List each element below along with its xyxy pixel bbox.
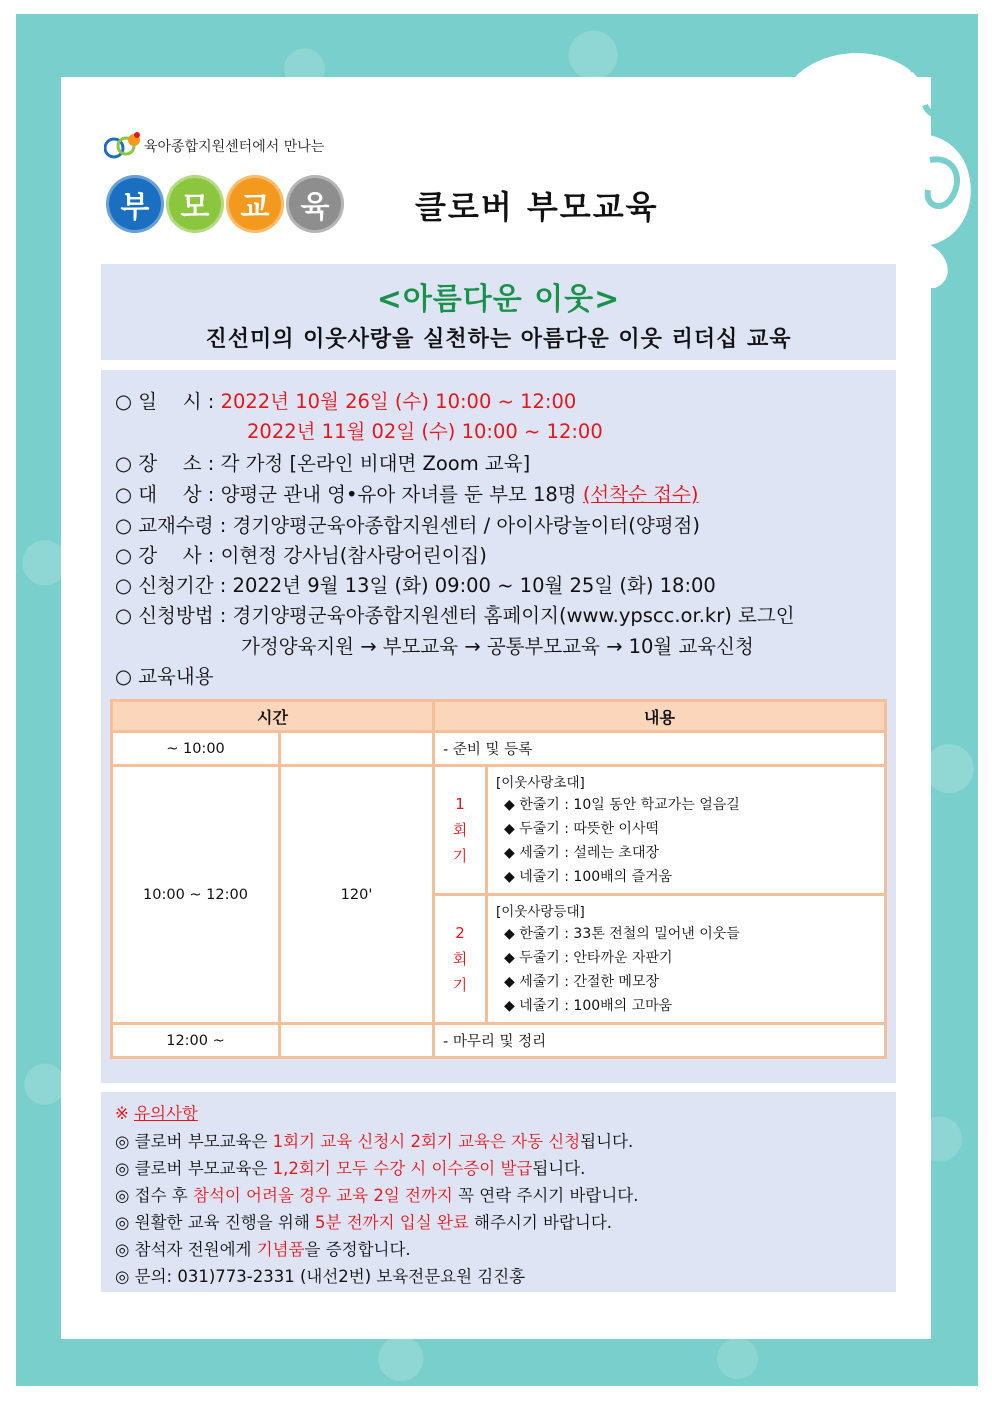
badge-mo: 모: [166, 175, 224, 233]
logo-text: 육아종합지원센터에서 만나는: [144, 139, 325, 155]
info-content-label: ○ 교육내용: [115, 665, 214, 688]
row3-content: - 마무리 및 정리: [434, 1024, 886, 1058]
session2-content: [487, 895, 886, 1024]
notice-text: ◎ 참석자 전원에게: [115, 1240, 257, 1259]
session1-item: ◆ 세줄기 : 설레는 초대장: [504, 845, 659, 861]
session2-item: ◆ 한줄기 : 33톤 전철의 밀어낸 이웃들: [504, 926, 740, 942]
row1-time: ~ 10:00: [112, 732, 280, 766]
info-lecturer: [115, 540, 487, 568]
row3-time: 12:00 ~: [112, 1024, 280, 1058]
row2-duration: 120': [280, 766, 434, 1024]
table-header-row: [112, 701, 886, 732]
clover-logo-icon: [104, 131, 142, 161]
notice-highlight: 기념품: [256, 1240, 305, 1259]
program-title-box: [101, 264, 896, 360]
session1-heading: [이웃사랑초대]: [496, 775, 585, 791]
session1-item: ◆ 한줄기 : 10일 동안 학교가는 얼음길: [504, 797, 740, 813]
notice-text: 꼭 연락 주시기 바랍니다.: [452, 1186, 639, 1205]
notice-text: 됩니다.: [532, 1159, 586, 1178]
notice-title-text: 유의사항: [134, 1104, 198, 1123]
session1-item: ◆ 두줄기 : 따뜻한 이사떡: [504, 821, 659, 837]
notice-mark: ※: [115, 1104, 135, 1123]
parent-education-badges: [106, 175, 344, 233]
session1-label-2: 회: [452, 821, 468, 839]
teapot-decoration: [760, 40, 990, 290]
info-method-2: [241, 631, 754, 659]
schedule-table: [110, 699, 887, 1059]
notice-line-1: [115, 1128, 633, 1152]
notice-text: ◎ 클로버 부모교육은: [115, 1132, 273, 1151]
program-tagline: 진선미의 이웃사랑을 실천하는 아름다운 이웃 리더십 교육: [205, 327, 792, 352]
info-period: [115, 570, 716, 598]
date-value-1: 2022년 10월 26일 (수) 10:00 ~ 12:00: [220, 390, 577, 413]
info-method-1: [115, 600, 795, 628]
table-row: [112, 732, 886, 766]
period-label: ○ 신청기간 :: [115, 574, 227, 597]
method-value-1: 경기양평군육아종합지원센터 홈페이지(www.ypscc.or.kr) 로그인: [232, 604, 795, 627]
session1-content: [487, 766, 886, 895]
notice-highlight: 참석이 어려울 경우 교육 2일 전까지: [192, 1186, 453, 1205]
notice-text: 해주시기 바랍니다.: [468, 1213, 613, 1232]
session1-label-3: 기: [452, 847, 468, 865]
material-label: ○ 교재수령 :: [115, 514, 227, 537]
table-row: [112, 766, 886, 895]
date-value-2: 2022년 11월 02일 (수) 10:00 ~ 12:00: [247, 420, 603, 443]
session1-label: [434, 766, 487, 895]
notice-text: 을 증정합니다.: [304, 1240, 411, 1259]
notice-text: ◎ 접수 후: [115, 1186, 193, 1205]
target-note: (선착순 접수): [582, 483, 699, 506]
row2-time: 10:00 ~ 12:00: [112, 766, 280, 1024]
session2-label-3: 기: [452, 976, 468, 994]
notice-text: ◎ 원활한 교육 진행을 위해: [115, 1213, 316, 1232]
info-place: [115, 448, 530, 476]
header-time: 시간: [112, 701, 434, 732]
info-target: [115, 479, 698, 507]
session1-label-1: 1: [455, 795, 465, 813]
session2-label: [434, 895, 487, 1024]
notice-title: [115, 1100, 198, 1124]
row1-content: - 준비 및 등록: [434, 732, 886, 766]
notice-highlight: 1,2회기 모두 수강 시 이수증이 발급: [272, 1159, 533, 1178]
material-value: 경기양평군육아종합지원센터 / 아이사랑놀이터(양평점): [232, 514, 700, 537]
session2-item: ◆ 세줄기 : 간절한 메모장: [504, 974, 659, 990]
date-label: ○ 일 시 :: [115, 390, 215, 413]
notice-contact: ◎ 문의: 031)773-2331 (내선2번) 보육전문요원 김진홍: [115, 1267, 526, 1286]
notice-text: 됩니다.: [580, 1132, 634, 1151]
target-value: 양평군 관내 영•유아 자녀를 둔 부모 18명: [220, 483, 577, 506]
session2-heading: [이웃사랑등대]: [496, 904, 585, 920]
period-value: 2022년 9월 13일 (화) 09:00 ~ 10월 25일 (화) 18:00: [232, 574, 716, 597]
notice-line-4: [115, 1209, 612, 1233]
notice-highlight: 5분 전까지 입실 완료: [315, 1213, 469, 1232]
lecturer-label: ○ 강 사 :: [115, 544, 215, 567]
session2-label-2: 회: [452, 950, 468, 968]
notice-panel: [101, 1092, 896, 1292]
lecturer-value: 이현정 강사님(참사랑어린이집): [220, 544, 487, 567]
place-value: 각 가정 [온라인 비대면 Zoom 교육]: [220, 452, 531, 475]
target-label: ○ 대 상 :: [115, 483, 215, 506]
info-material: [115, 510, 700, 538]
row3-empty: [280, 1024, 434, 1058]
notice-line-3: [115, 1182, 638, 1206]
header-content: 내용: [434, 701, 886, 732]
method-label: ○ 신청방법 :: [115, 604, 227, 627]
session2-label-1: 2: [455, 924, 465, 942]
session2-item: ◆ 네줄기 : 100배의 고마움: [504, 998, 673, 1014]
badge-gyo: 교: [226, 175, 284, 233]
program-name: <아름다운 이웃>: [376, 282, 621, 317]
session2-item: ◆ 두줄기 : 안타까운 자판기: [504, 950, 673, 966]
session1-item: ◆ 네줄기 : 100배의 즐거움: [504, 869, 673, 885]
page-title: 클로버 부모교육: [415, 188, 659, 226]
method-value-2: 가정양육지원 → 부모교육 → 공통부모교육 → 10월 교육신청: [241, 635, 754, 658]
table-row: [112, 1024, 886, 1058]
info-date-1: [115, 386, 576, 414]
notice-line-2: [115, 1155, 585, 1179]
notice-highlight: 1회기 교육 신청시 2회기 교육은 자동 신청: [272, 1132, 581, 1151]
badge-yuk: 육: [286, 175, 344, 233]
info-date-2: [247, 416, 603, 444]
center-logo: [104, 131, 324, 161]
notice-line-5: [115, 1236, 411, 1260]
badge-bu: 부: [106, 175, 164, 233]
row1-empty: [280, 732, 434, 766]
place-label: ○ 장 소 :: [115, 452, 215, 475]
notice-text: ◎ 클로버 부모교육은: [115, 1159, 273, 1178]
